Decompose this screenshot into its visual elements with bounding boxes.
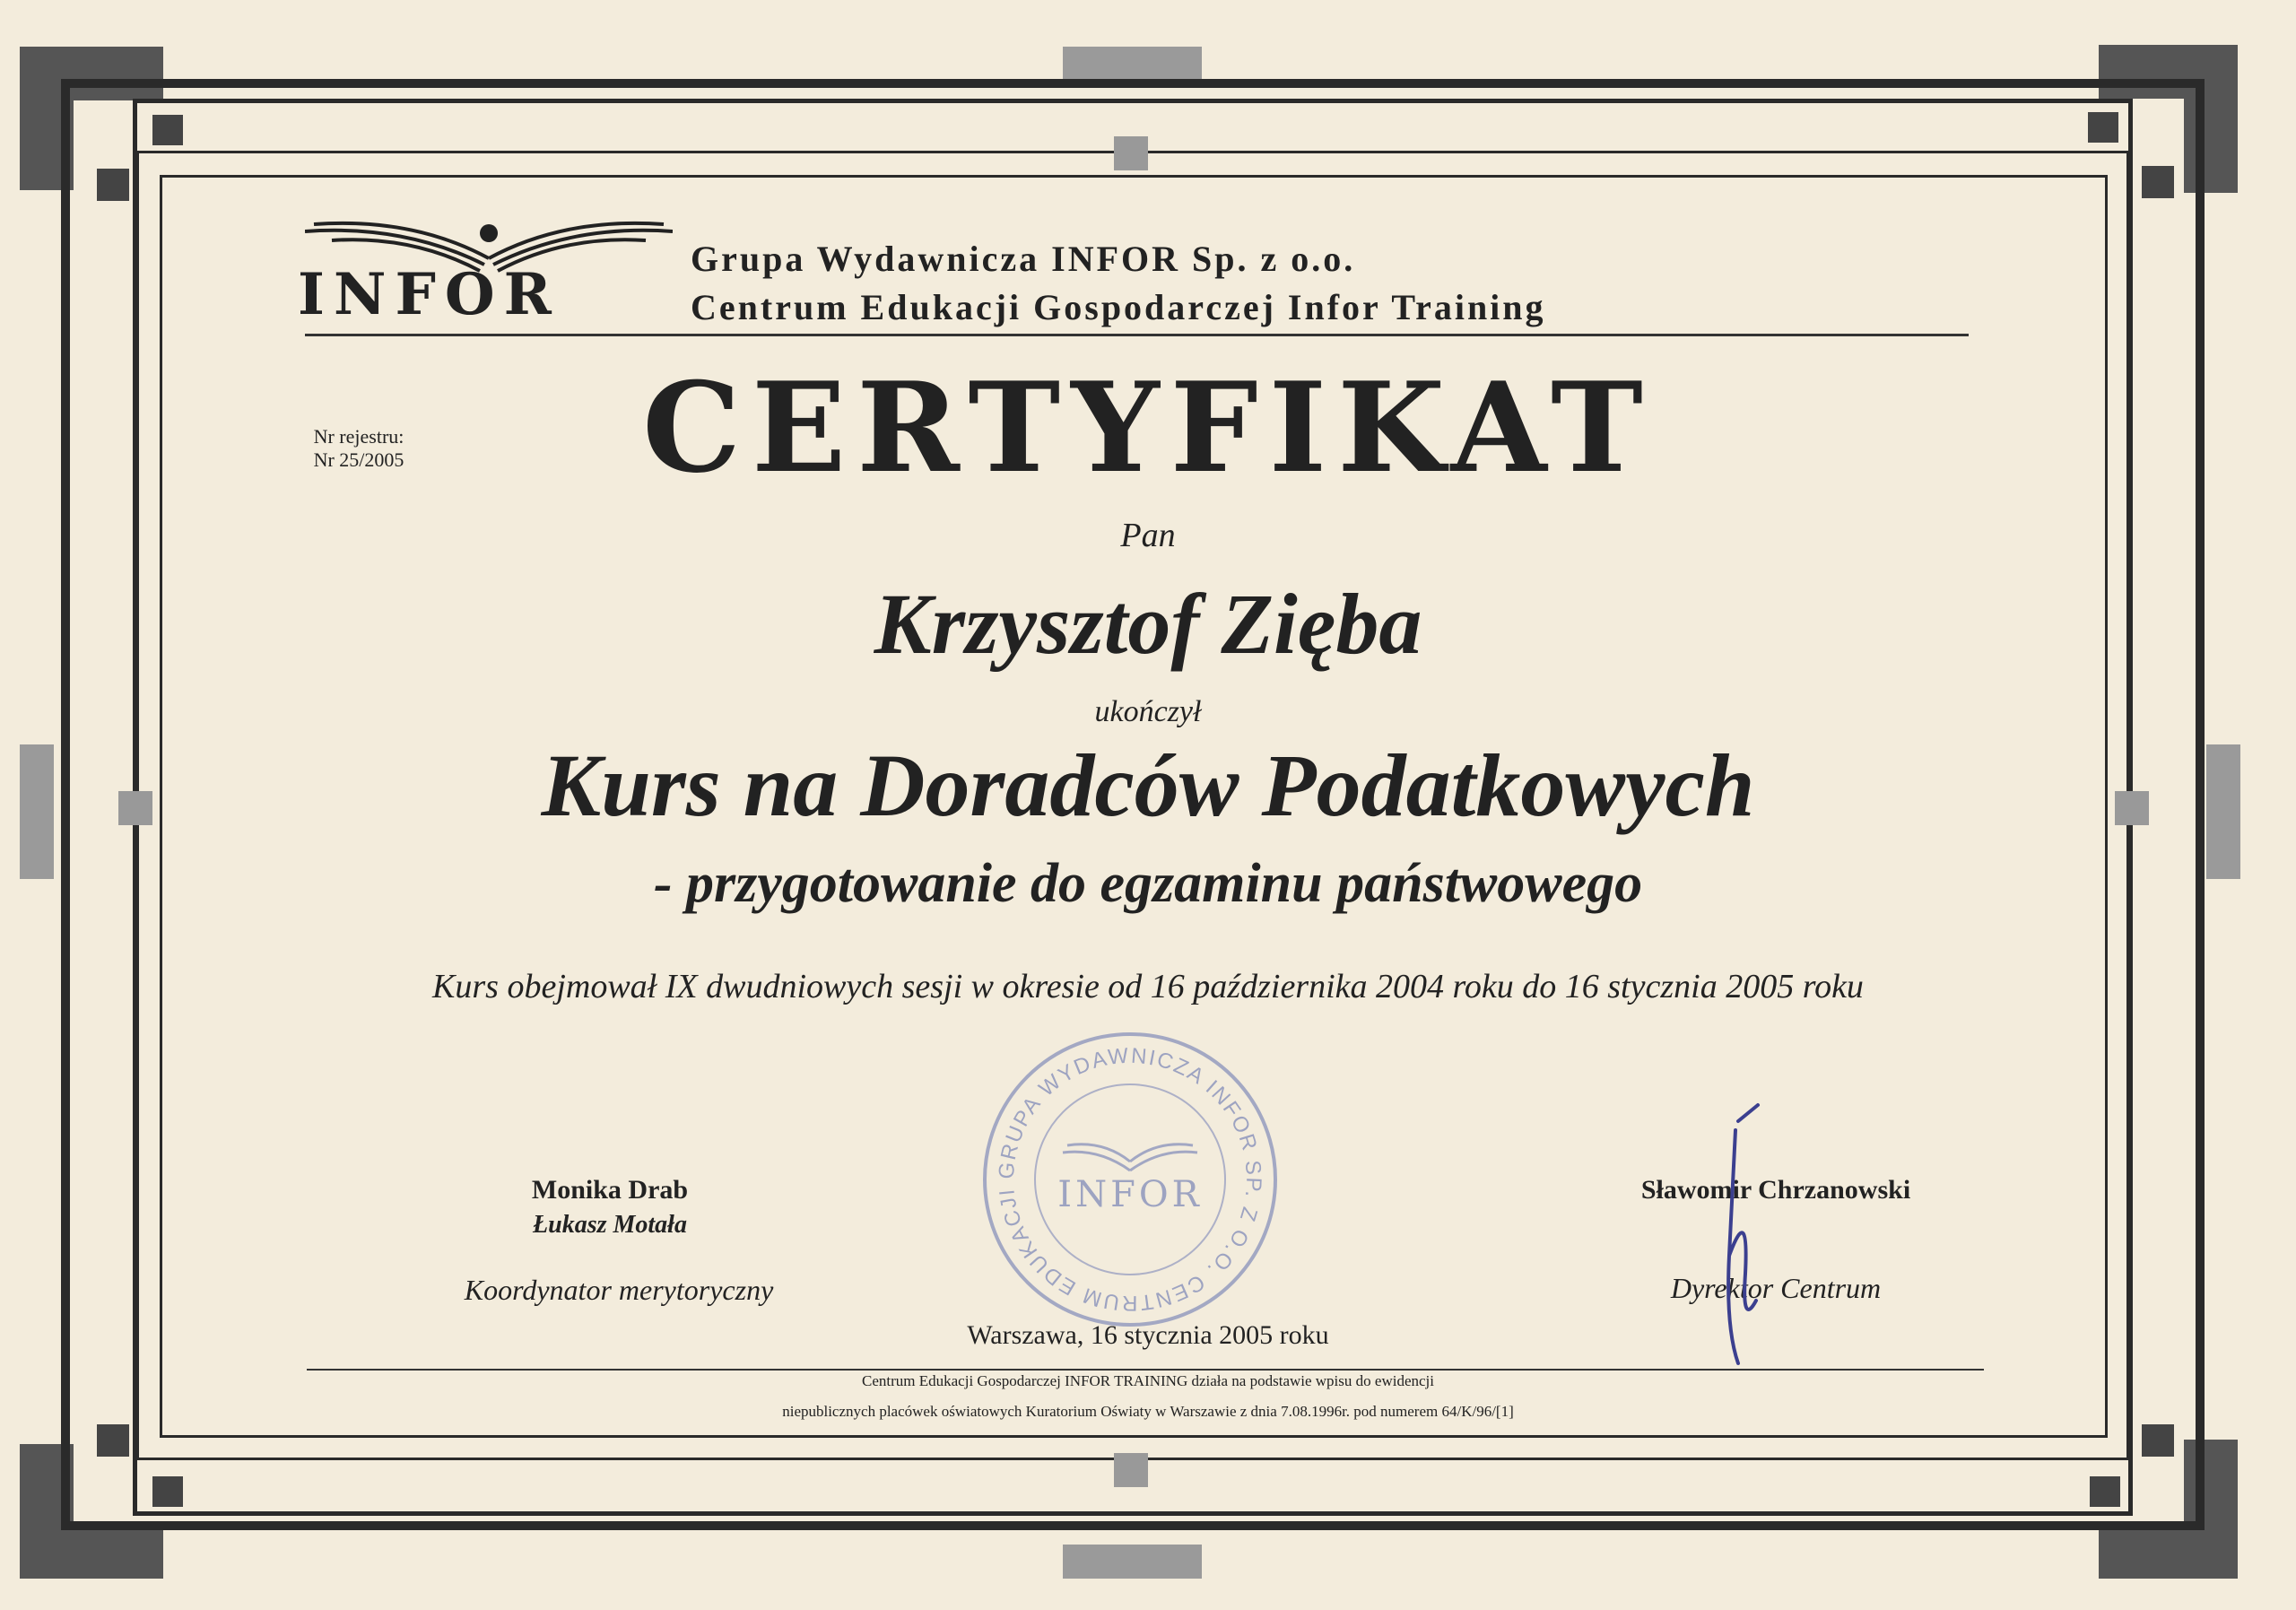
corner-block-bl-h (20, 1529, 163, 1579)
square-tl (152, 115, 183, 145)
course-title: Kurs na Doradców Podatkowych (541, 735, 1755, 835)
footer-line-1: Centrum Edukacji Gospodarczej INFOR TRAINING działa na podstawie wpisu do ewidencji (862, 1372, 1434, 1389)
registry-label: Nr rejestru: (313, 425, 404, 448)
square-bl-2 (152, 1476, 183, 1507)
stamp-graphic (978, 1027, 1283, 1332)
completed-label: ukończył (1094, 695, 1202, 728)
footer-line-2: niepublicznych placówek oświatowych Kuratorium Oświaty w Warszawie z dnia 7.08.1996r. pod numerem 64/K/96/[1] (782, 1403, 1514, 1420)
official-stamp (978, 1027, 1283, 1332)
square-br (2142, 1424, 2174, 1457)
right-signatory-name: Sławomir Chrzanowski (1640, 1175, 1911, 1205)
svg-text:GRUPA WYDAWNICZA INFOR SP. Z O (978, 1027, 1265, 1315)
square-bottom-mid (1114, 1453, 1148, 1487)
corner-block-br-h (2099, 1529, 2238, 1579)
header-rule (305, 334, 1969, 336)
square-tr-2 (2142, 166, 2174, 198)
center-name: Centrum Edukacji Gospodarczej Infor Training (691, 287, 1546, 327)
publisher-name: Grupa Wydawnicza INFOR Sp. z o.o. (691, 239, 1356, 279)
left-signatory (430, 1175, 789, 1240)
left-signatory-name-1: Monika Drab (531, 1175, 689, 1205)
square-top-mid (1114, 136, 1148, 170)
place-date: Warszawa, 16 stycznia 2005 roku (967, 1320, 1329, 1350)
stamp-center-text: INFOR (1057, 1174, 1203, 1215)
salutation: Pan (1120, 517, 1176, 554)
header (296, 211, 1973, 345)
square-tl-2 (97, 169, 129, 201)
course-description: Kurs obejmował IX dwudniowych sesji w okresie od 16 października 2004 roku do 16 stycznia 2005 roku (432, 968, 1864, 1005)
right-signatory-role: Dyrektor Centrum (1670, 1272, 1882, 1304)
registry-number: Nr 25/2005 (313, 448, 404, 471)
edge-block-top (1063, 47, 1202, 81)
stamp-ring-text: GRUPA WYDAWNICZA INFOR SP. Z O.O. CENTRUM EDUKACJI (994, 1043, 1266, 1316)
square-br-2 (2090, 1476, 2120, 1507)
logo-text: INFOR (298, 261, 561, 328)
course-subtitle: - przygotowanie do egzaminu państwowego (653, 853, 1643, 914)
edge-block-bottom (1063, 1545, 1202, 1579)
certificate-title: CERTYFIKAT (642, 354, 1654, 500)
recipient-name: Krzysztof Zięba (874, 576, 1422, 672)
square-tr (2088, 112, 2118, 143)
footer-rule (307, 1369, 1984, 1371)
square-bl (97, 1424, 129, 1457)
left-signatory-name-2: Łukasz Motała (533, 1211, 687, 1239)
left-signatory-role: Koordynator merytoryczny (464, 1274, 774, 1306)
